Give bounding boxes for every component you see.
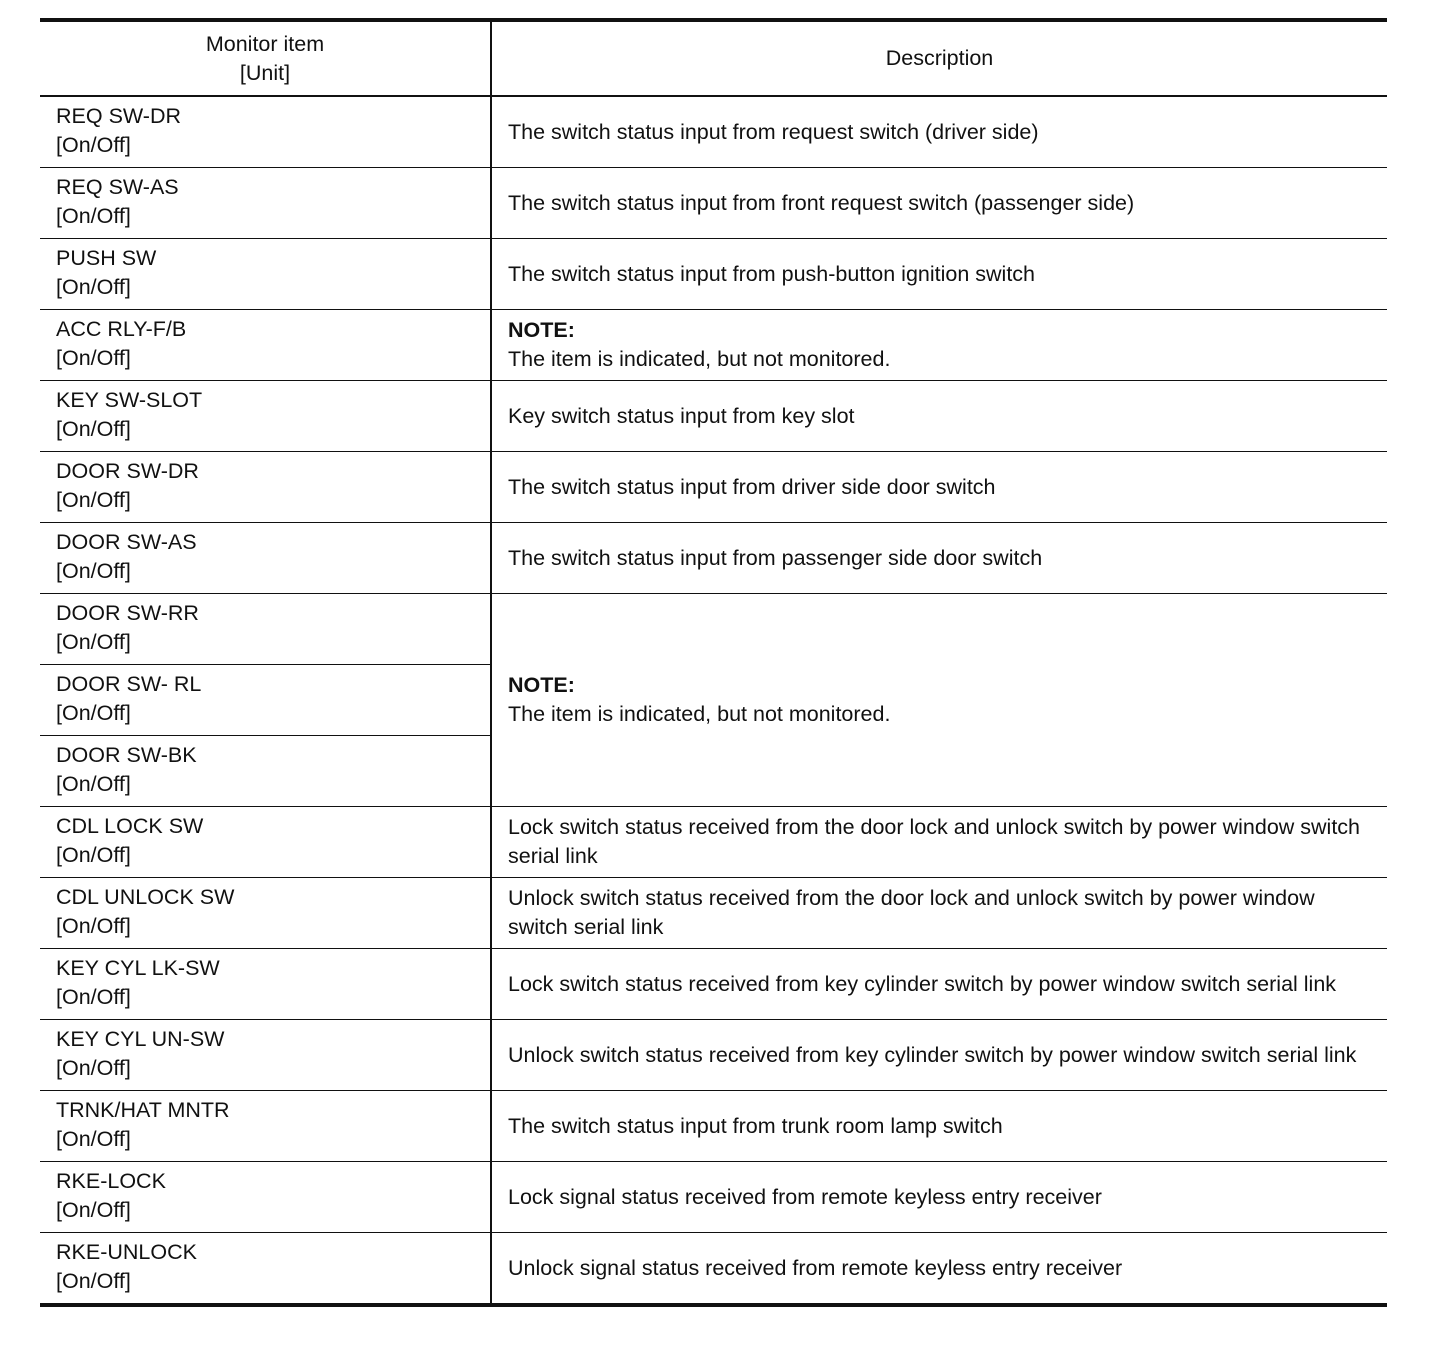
monitor-item-cell <box>40 1091 491 1162</box>
monitor-item-cell <box>40 168 491 239</box>
table-row <box>40 310 1387 381</box>
monitor-item-cell <box>40 310 491 381</box>
item-unit: [On/Off] <box>56 1127 131 1151</box>
description-cell: The switch status input from front request switch (passenger side) <box>491 168 1387 239</box>
item-name: RKE-LOCK <box>56 1169 166 1193</box>
item-unit: [On/Off] <box>56 346 131 370</box>
table-header-row <box>40 20 1387 96</box>
header-description-label: Description <box>885 46 994 70</box>
description-cell: Unlock switch status received from key cylinder switch by power window switch serial link <box>491 1020 1387 1091</box>
item-name: TRNK/HAT MNTR <box>56 1098 230 1122</box>
table-row <box>40 452 1387 523</box>
description-cell: Lock signal status received from remote keyless entry receiver <box>491 1162 1387 1233</box>
note-label: NOTE: <box>508 318 575 342</box>
monitor-item-cell <box>40 452 491 523</box>
item-name: RKE-UNLOCK <box>56 1240 197 1264</box>
description-cell: The switch status input from push-button ignition switch <box>491 239 1387 310</box>
item-name: DOOR SW-RR <box>56 601 199 625</box>
monitor-item-cell <box>40 878 491 949</box>
description-cell: Unlock signal status received from remote keyless entry receiver <box>491 1233 1387 1306</box>
note-label: NOTE: <box>508 673 575 697</box>
item-name: KEY CYL LK-SW <box>56 956 220 980</box>
item-unit: [On/Off] <box>56 275 131 299</box>
item-unit: [On/Off] <box>56 204 131 228</box>
item-name: PUSH SW <box>56 246 157 270</box>
table-row <box>40 807 1387 878</box>
item-unit: [On/Off] <box>56 985 131 1009</box>
item-unit: [On/Off] <box>56 133 131 157</box>
header-description <box>491 20 1387 96</box>
header-monitor-item <box>40 20 491 96</box>
monitor-item-cell <box>40 1020 491 1091</box>
note-text: The item is indicated, but not monitored. <box>508 702 891 726</box>
monitor-item-cell <box>40 96 491 168</box>
table-row <box>40 381 1387 452</box>
description-cell-merged <box>491 594 1387 807</box>
item-name: DOOR SW- RL <box>56 672 202 696</box>
monitor-item-cell <box>40 949 491 1020</box>
description-cell: Lock switch status received from the door lock and unlock switch by power window switch serial link <box>491 807 1387 878</box>
item-name: REQ SW-DR <box>56 104 182 128</box>
item-name: DOOR SW-AS <box>56 530 197 554</box>
item-unit: [On/Off] <box>56 488 131 512</box>
description-cell: Lock switch status received from key cylinder switch by power window switch serial link <box>491 949 1387 1020</box>
table-row <box>40 239 1387 310</box>
table-row <box>40 168 1387 239</box>
item-name: KEY SW-SLOT <box>56 388 203 412</box>
monitor-item-cell <box>40 1233 491 1306</box>
header-unit-label: [Unit] <box>239 60 291 85</box>
monitor-item-cell <box>40 594 491 665</box>
item-unit: [On/Off] <box>56 843 131 867</box>
table-row <box>40 1233 1387 1306</box>
item-name: REQ SW-AS <box>56 175 179 199</box>
item-name: DOOR SW-DR <box>56 459 199 483</box>
table-row <box>40 878 1387 949</box>
item-unit: [On/Off] <box>56 1056 131 1080</box>
item-unit: [On/Off] <box>56 559 131 583</box>
item-unit: [On/Off] <box>56 772 131 796</box>
description-cell: The switch status input from driver side door switch <box>491 452 1387 523</box>
monitor-item-cell <box>40 239 491 310</box>
description-cell: The switch status input from passenger side door switch <box>491 523 1387 594</box>
table-row <box>40 949 1387 1020</box>
item-unit: [On/Off] <box>56 701 131 725</box>
table-row <box>40 96 1387 168</box>
item-name: ACC RLY-F/B <box>56 317 187 341</box>
description-cell: The switch status input from trunk room lamp switch <box>491 1091 1387 1162</box>
monitor-item-cell <box>40 736 491 807</box>
monitor-item-cell <box>40 807 491 878</box>
note-text: The item is indicated, but not monitored. <box>508 347 891 371</box>
item-name: DOOR SW-BK <box>56 743 197 767</box>
monitor-item-cell <box>40 665 491 736</box>
monitor-item-cell <box>40 523 491 594</box>
table-row <box>40 594 1387 665</box>
table-row <box>40 523 1387 594</box>
description-cell <box>491 310 1387 381</box>
monitor-item-table <box>40 18 1387 1307</box>
table-row <box>40 1020 1387 1091</box>
table-row <box>40 1162 1387 1233</box>
description-cell: The switch status input from request switch (driver side) <box>491 96 1387 168</box>
table-row <box>40 1091 1387 1162</box>
item-unit: [On/Off] <box>56 630 131 654</box>
item-name: CDL LOCK SW <box>56 814 204 838</box>
item-unit: [On/Off] <box>56 417 131 441</box>
header-item-label: Monitor item <box>205 31 325 56</box>
item-name: KEY CYL UN-SW <box>56 1027 225 1051</box>
item-unit: [On/Off] <box>56 1269 131 1293</box>
monitor-item-cell <box>40 1162 491 1233</box>
item-unit: [On/Off] <box>56 1198 131 1222</box>
item-name: CDL UNLOCK SW <box>56 885 235 909</box>
monitor-item-cell <box>40 381 491 452</box>
item-unit: [On/Off] <box>56 914 131 938</box>
description-cell: Key switch status input from key slot <box>491 381 1387 452</box>
description-cell: Unlock switch status received from the door lock and unlock switch by power window switch serial link <box>491 878 1387 949</box>
